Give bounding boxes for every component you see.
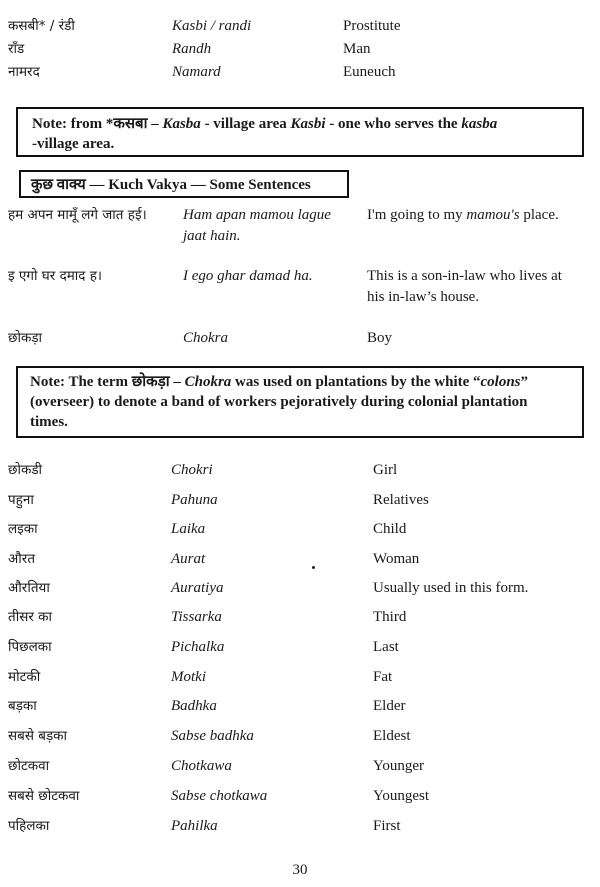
- note-kasba-line2: [32, 134, 572, 154]
- roman-term: Sabse badhka: [171, 728, 254, 744]
- note-text: - one who serves the: [325, 116, 462, 132]
- roman-term: Pahuna: [171, 492, 218, 508]
- english-sentence-line1: This is a son-in-law who lives at: [367, 268, 562, 284]
- note-text: ”: [520, 374, 529, 390]
- roman-term: Chokri: [171, 462, 213, 478]
- hindi-term: औरतिया: [8, 580, 50, 596]
- vocab-row: [0, 519, 600, 541]
- vocab-row: [0, 756, 600, 778]
- english-meaning: Woman: [373, 551, 420, 567]
- english-meaning: Elder: [373, 698, 406, 714]
- roman-term: Namard: [172, 64, 221, 80]
- hindi-term: औरत: [8, 551, 36, 567]
- hindi-term: नामरद: [8, 64, 40, 80]
- page-number: 30: [292, 862, 308, 878]
- english-meaning: First: [373, 818, 401, 834]
- note-text: Note: The term छोकड़ा –: [30, 374, 185, 390]
- note-em: Kasba: [162, 116, 201, 132]
- english-sentence-line2: his in-law’s house.: [367, 289, 480, 305]
- roman-term: Laika: [171, 521, 206, 537]
- hindi-term: लइका: [8, 521, 38, 537]
- roman-sentence-line1: Chokra: [183, 330, 228, 346]
- sentence-row: [0, 266, 600, 310]
- english-meaning: Younger: [373, 758, 424, 774]
- note-em: colons: [480, 374, 521, 390]
- roman-term: Aurat: [171, 551, 206, 567]
- note-text: was used on plantations by the white “: [231, 374, 481, 390]
- hindi-term: राँड: [8, 41, 25, 57]
- english-meaning: Youngest: [373, 788, 429, 804]
- vocab-row: [0, 816, 600, 838]
- hindi-term: तीसर का: [8, 609, 52, 625]
- english-text: place.: [519, 207, 559, 223]
- vocab-row: [0, 726, 600, 748]
- english-meaning: Girl: [373, 462, 398, 478]
- sentence-row: [0, 205, 600, 249]
- hindi-term: सबसे छोटकवा: [8, 788, 80, 804]
- vocab-row: [0, 490, 600, 512]
- vocab-row: [0, 39, 600, 61]
- note-text: - village area: [200, 116, 291, 132]
- roman-sentence-line2: jaat hain.: [183, 228, 241, 244]
- hindi-term: छोकडी: [8, 462, 43, 478]
- hindi-sentence: छोकड़ा: [8, 330, 43, 346]
- vocab-row: [0, 667, 600, 689]
- hindi-sentence: हम अपन मामूँ लगे जात हई।: [8, 207, 147, 223]
- roman-term: Auratiya: [171, 580, 224, 596]
- note-text: Note: from *कसबा –: [32, 116, 163, 132]
- hindi-term: कसबी* / रंडी: [8, 18, 75, 34]
- roman-term: Chotkawa: [171, 758, 232, 774]
- note-kasba-line1: [32, 114, 572, 134]
- english-meaning: Euneuch: [343, 64, 396, 80]
- note-chokra-line3: times.: [30, 414, 68, 430]
- hindi-term: पहुना: [8, 492, 34, 508]
- sentence-row: [0, 328, 600, 350]
- english-sentence-line1: Boy: [367, 330, 393, 346]
- vocab-row: [0, 607, 600, 629]
- english-meaning: Eldest: [373, 728, 411, 744]
- note-em: kasba: [461, 116, 498, 132]
- vocab-row: [0, 62, 600, 84]
- english-meaning: Relatives: [373, 492, 429, 508]
- hindi-term: सबसे बड़का: [8, 728, 68, 744]
- hindi-sentence: इ एगो घर दमाद ह।: [8, 268, 103, 284]
- vocab-row: [0, 460, 600, 482]
- english-em: mamou's: [466, 207, 520, 223]
- english-meaning: Prostitute: [343, 18, 401, 34]
- note-chokra-line2: (overseer) to denote a band of workers pejoratively during colonial plantation: [30, 394, 528, 410]
- note-kasba: [16, 107, 584, 157]
- roman-term: Kasbi / randi: [172, 18, 252, 34]
- english-meaning: Fat: [373, 669, 393, 685]
- vocab-row: [0, 786, 600, 808]
- hindi-term: बड़का: [8, 698, 37, 714]
- hindi-term: पिछलका: [8, 639, 52, 655]
- english-meaning: Man: [343, 41, 371, 57]
- note-chokra-line1: [30, 372, 574, 392]
- english-meaning: Third: [373, 609, 407, 625]
- vocab-row: [0, 16, 600, 38]
- note-em: Chokra: [184, 374, 232, 390]
- note-text: -village area.: [32, 136, 115, 152]
- hindi-term: छोटकवा: [8, 758, 50, 774]
- roman-term: Badhka: [171, 698, 217, 714]
- english-meaning: Child: [373, 521, 407, 537]
- vocab-row: [0, 696, 600, 718]
- vocab-row: [0, 549, 600, 571]
- hindi-term: पहिलका: [8, 818, 50, 834]
- note-em: Kasbi: [290, 116, 326, 132]
- english-sentence: [367, 205, 559, 226]
- section-heading-text: कुछ वाक्य — Kuch Vakya — Some Sentences: [31, 177, 311, 193]
- roman-sentence-line1: Ham apan mamou lague: [183, 207, 331, 223]
- roman-term: Sabse chotkawa: [171, 788, 268, 804]
- english-text: I'm going to my: [367, 207, 467, 223]
- roman-term: Pahilka: [171, 818, 218, 834]
- roman-sentence-line1: I ego ghar damad ha.: [183, 268, 313, 284]
- vocab-row: [0, 637, 600, 659]
- section-heading: [19, 170, 349, 198]
- vocab-row: [0, 578, 600, 600]
- note-chokra: [16, 366, 584, 438]
- roman-term: Tissarka: [171, 609, 222, 625]
- roman-term: Randh: [172, 41, 212, 57]
- english-meaning: Usually used in this form.: [373, 580, 529, 596]
- roman-term: Pichalka: [171, 639, 225, 655]
- roman-term: Motki: [171, 669, 206, 685]
- scan-speck: [312, 566, 315, 569]
- english-meaning: Last: [373, 639, 399, 655]
- hindi-term: मोटकी: [8, 669, 41, 685]
